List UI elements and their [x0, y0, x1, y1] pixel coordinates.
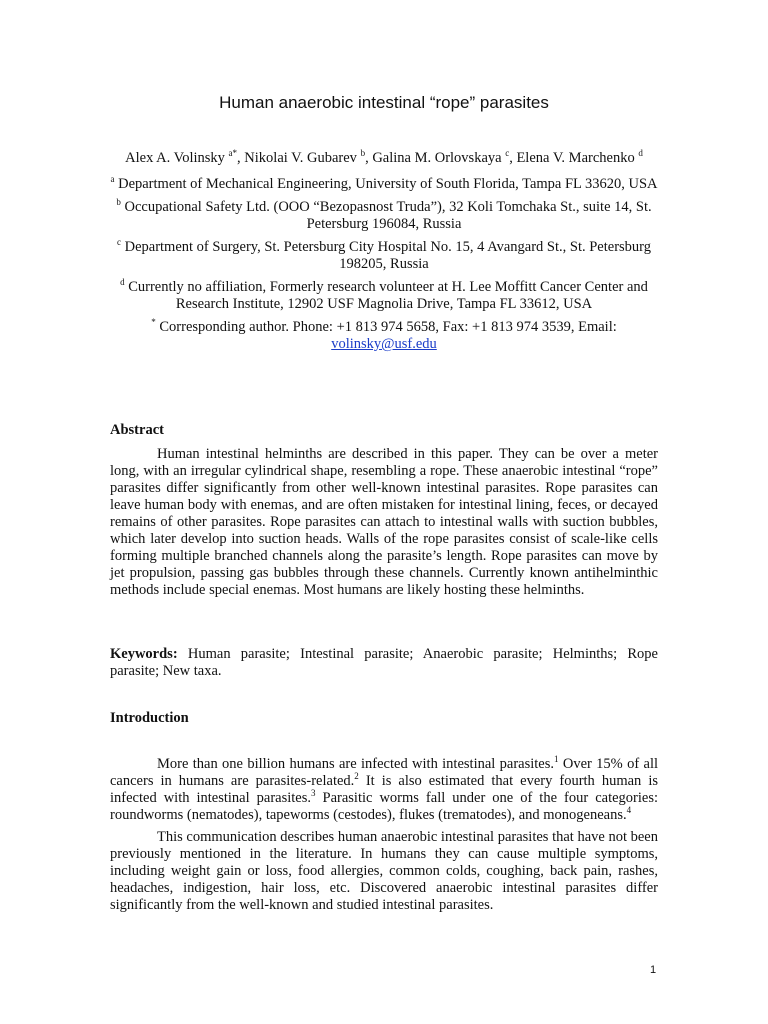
author-name: , Elena V. Marchenko — [509, 150, 639, 166]
intro-paragraph-1 — [110, 756, 658, 824]
affiliation-mark: d — [120, 277, 125, 287]
abstract-text: Human intestinal helminths are described in this paper. They can be over a meter long, with an irregular cylindrical shape, resembling a rope. These anaerobic intestinal “rope” parasites differ significantly from other well-known intestinal parasites. Rope parasites can leave human body with enemas, and are often mistaken for intestinal lining, feces, or decayed remains of other parasites. Rope parasites can attach to intestinal walls with suction bubbles, which later develop into suction heads. Walls of the rope parasites consist of scale-like cells forming multiple branched channels along the parasite’s length. Rope parasites can move by jet propulsion, passing gas bubbles through these channels. Currently known antihelminthic methods include special enemas. Most humans are likely hosting these helminths. — [110, 446, 658, 598]
front-matter — [110, 150, 658, 359]
abstract-section — [110, 446, 658, 599]
author-affiliation-mark: d — [638, 148, 643, 158]
introduction-heading: Introduction — [110, 710, 189, 726]
intro-sentence: Over 15% of all cancers in humans are parasites-related. — [110, 756, 659, 789]
author-name: , Nikolai V. Gubarev — [237, 150, 361, 166]
affiliation-mark: a — [110, 174, 115, 184]
keywords-label: Keywords: — [110, 646, 178, 662]
affiliation-mark: c — [116, 237, 121, 247]
intro-sentence: Parasitic worms fall under one of the four categories: roundworms (nematodes), tapeworms (cestodes), flukes (trematodes), and monogeneans. — [110, 790, 658, 823]
email-link[interactable]: volinsky@usf.edu — [331, 336, 437, 352]
author-list — [110, 150, 658, 167]
citation-ref: 2 — [354, 771, 359, 781]
affiliation-text: Currently no affiliation, Formerly research volunteer at H. Lee Moffitt Cancer Center and Research Institute, 12902 USF Magnolia Drive, Tampa FL 33612, USA — [124, 279, 648, 312]
author-affiliation-mark: b — [360, 148, 366, 158]
author-name: Alex A. Volinsky — [125, 150, 229, 166]
corresponding-author — [110, 319, 658, 353]
intro-sentence: It is also estimated that every fourth human is infected with intestinal parasites. — [110, 773, 658, 806]
keywords-paragraph — [110, 646, 658, 680]
affiliation-text: Occupational Safety Ltd. (OOO “Bezopasnost Truda”), 32 Koli Tomchaka St., suite 14, St. Petersburg 196084, Russia — [120, 199, 652, 232]
author-affiliation-mark: c — [505, 148, 510, 158]
affiliation-text: Department of Mechanical Engineering, University of South Florida, Tampa FL 33620, USA — [114, 176, 658, 192]
intro-sentence: More than one billion humans are infected with intestinal parasites. — [157, 756, 555, 772]
affiliation-a — [110, 176, 658, 193]
affiliation-b — [110, 199, 658, 233]
citation-ref: 1 — [554, 754, 559, 764]
intro-paragraph-2: This communication describes human anaerobic intestinal parasites that have not been previously mentioned in the literature. In humans they can cause multiple symptoms, including weight gain or loss, food allergies, common colds, coughing, back pain, rashes, headaches, indigestion, hair loss, etc. Discovered anaerobic intestinal parasites differ significantly from the well-known and studied intestinal parasites. — [110, 829, 658, 913]
affiliation-mark: b — [116, 197, 121, 207]
introduction-section — [110, 756, 658, 914]
corresponding-text: Corresponding author. Phone: +1 813 974 5658, Fax: +1 813 974 3539, Email: — [155, 319, 617, 335]
keywords-section — [110, 646, 658, 680]
page-number: 1 — [650, 964, 657, 976]
affiliation-d — [110, 279, 658, 313]
keywords-text: Human parasite; Intestinal parasite; Anaerobic parasite; Helminths; Rope parasite; New taxa. — [110, 646, 658, 679]
author-affiliation-mark: a* — [228, 148, 238, 158]
paper-title: Human anaerobic intestinal “rope” parasites — [219, 93, 549, 112]
author-name: , Galina M. Orlovskaya — [365, 150, 506, 166]
abstract-heading: Abstract — [110, 422, 164, 438]
affiliation-text: Department of Surgery, St. Petersburg City Hospital No. 15, 4 Avangard St., St. Petersburg 198205, Russia — [120, 239, 651, 272]
citation-ref: 3 — [311, 788, 316, 798]
affiliation-c — [110, 239, 658, 273]
citation-ref: 4 — [626, 805, 632, 815]
corresponding-mark: * — [151, 317, 156, 327]
